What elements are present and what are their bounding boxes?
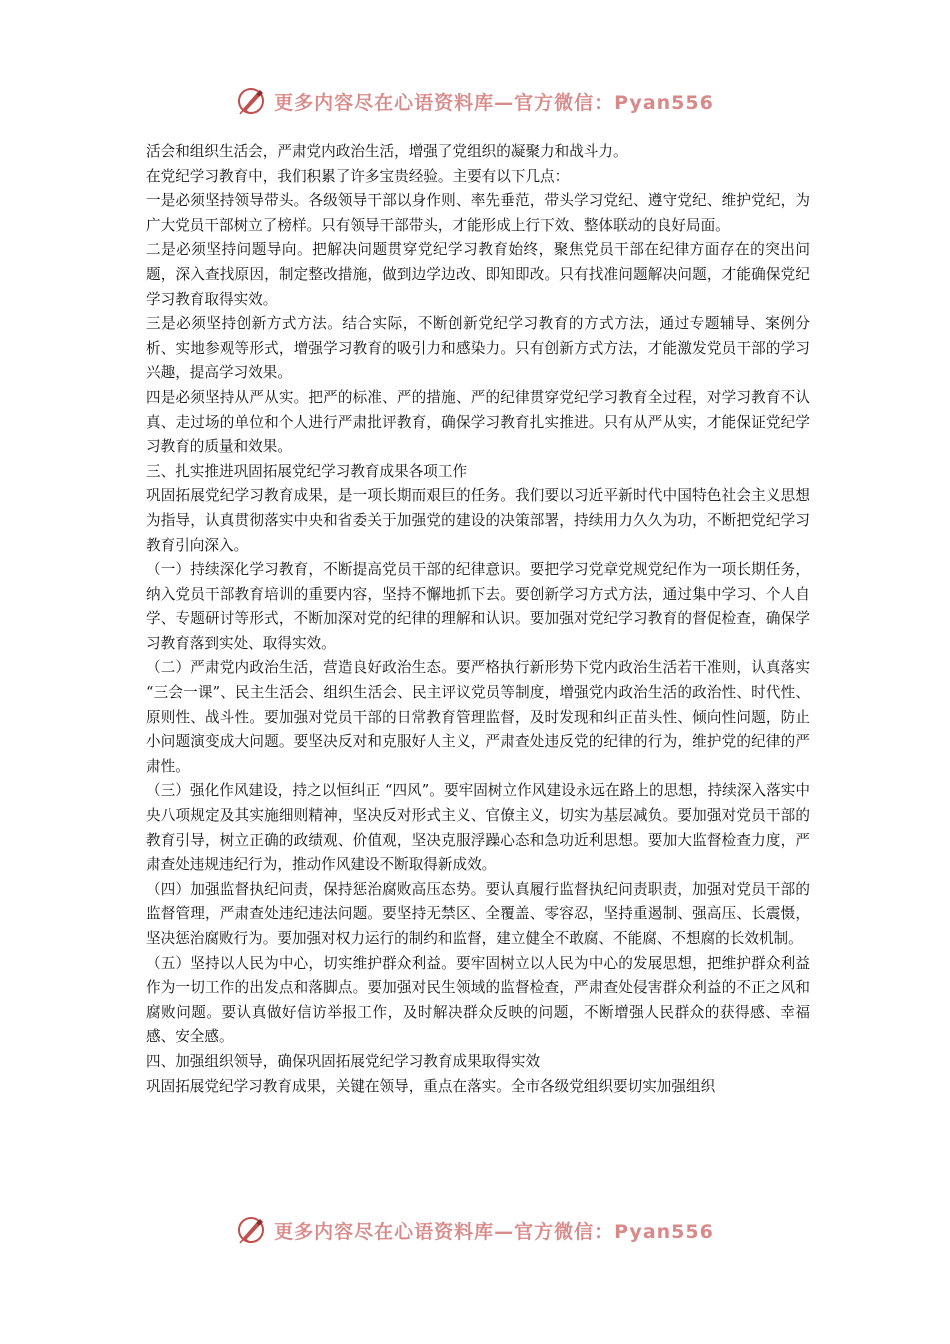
footer-watermark-banner bbox=[0, 1208, 950, 1252]
pen-logo-icon bbox=[236, 86, 266, 116]
paragraph: 活会和组织生活会，严肃党内政治生活，增强了党组织的凝聚力和战斗力。 bbox=[146, 143, 628, 160]
pen-logo-icon bbox=[236, 1215, 266, 1245]
paragraph: 一是必须坚持领导带头。各级领导干部以身作则、率先垂范，带头学习党纪、遵守党纪、维护党纪，为广大党员干部树立了榜样。只有领导干部带头，才能形成上行下效、整体联动的良好局面。 bbox=[146, 192, 810, 234]
paragraph: （三）强化作风建设，持之以恒纠正 “四风”。要牢固树立作风建设永远在路上的思想，持续深入落实中央八项规定及其实施细则精神，坚决反对形式主义、官僚主义，切实为基层减负。要加强对党员干部的教育引导，树立正确的政绩观、价值观，坚决克服浮躁心态和急功近利思想。要加大监督检查力度，严肃查处违规违纪行为，推动作风建设不断取得新成效。 bbox=[146, 782, 810, 874]
paragraph: 巩固拓展党纪学习教育成果，关键在领导，重点在落实。全市各级党组织要切实加强组织 bbox=[146, 1077, 716, 1095]
paragraph: （四）加强监督执纪问责，保持惩治腐败高压态势。要认真履行监督执纪问责职责，加强对党员干部的监督管理，严肃查处违纪违法问题。要坚持无禁区、全覆盖、零容忍，坚持重遏制、强高压、长震慑，坚决惩治腐败行为。要加强对权力运行的制约和监督，建立健全不敢腐、不能腐、不想腐的长效机制。 bbox=[146, 880, 810, 947]
paragraph: 二是必须坚持问题导向。把解决问题贯穿党纪学习教育始终，聚焦党员干部在纪律方面存在的突出问题，深入查找原因，制定整改措施，做到边学边改、即知即改。只有找准问题解决问题，才能确保党纪学习教育取得实效。 bbox=[146, 241, 810, 308]
section-heading: 三、扎实推进巩固拓展党纪学习教育成果各项工作 bbox=[146, 462, 468, 480]
paragraph: （一）持续深化学习教育，不断提高党员干部的纪律意识。要把学习党章党规党纪作为一项长期任务，纳入党员干部教育培训的重要内容，坚持不懈地抓下去。要创新学习方式方法，通过集中学习、个人自学、专题研讨等形式，不断加深对党的纪律的理解和认识。要加强对党纪学习教育的督促检查，确保学习教育落到实处、取得实效。 bbox=[146, 561, 810, 652]
paragraph: 在党纪学习教育中，我们积累了许多宝贵经验。主要有以下几点： bbox=[146, 167, 570, 185]
paragraph: 三是必须坚持创新方式方法。结合实际，不断创新党纪学习教育的方式方法，通过专题辅导、案例分析、实地参观等形式，增强学习教育的吸引力和感染力。只有创新方式方法，才能激发党员干部的学习兴趣，提高学习效果。 bbox=[146, 315, 810, 382]
paragraph: （五）坚持以人民为中心，切实维护群众利益。要牢固树立以人民为中心的发展思想，把维护群众利益作为一切工作的出发点和落脚点。要加强对民生领域的监督检查，严肃查处侵害群众利益的不正之风和腐败问题。要认真做好信访举报工作，及时解决群众反映的问题，不断增强人民群众的获得感、幸福感、安全感。 bbox=[146, 954, 810, 1046]
paragraph: 巩固拓展党纪学习教育成果，是一项长期而艰巨的任务。我们要以习近平新时代中国特色社会主义思想为指导，认真贯彻落实中央和省委关于加强党的建设的决策部署，持续用力久久为功，不断把党纪学习教育引向深入。 bbox=[146, 487, 810, 554]
paragraph: 四是必须坚持从严从实。把严的标准、严的措施、严的纪律贯穿党纪学习教育全过程，对学习教育不认真、走过场的单位和个人进行严肃批评教育，确保学习教育扎实推进。只有从严从实，才能保证党纪学习教育的质量和效果。 bbox=[146, 388, 810, 456]
section-heading: 四、加强组织领导，确保巩固拓展党纪学习教育成果取得实效 bbox=[146, 1052, 541, 1070]
paragraph: （二）严肃党内政治生活，营造良好政治生态。要严格执行新形势下党内政治生活若干准则，认真落实 “三会一课”、民主生活会、组织生活会、民主评议党员等制度，增强党内政治生活的政治性、时代性、原则性、战斗性。要加强对党员干部的日常教育管理监督，及时发现和纠正苗头性、倾向性问题，防止小问题演变成大问题。要坚决反对和克服好人主义，严肃查处违反党的纪律的行为，维护党的纪律的严肃性。 bbox=[146, 659, 810, 775]
document-body bbox=[146, 140, 810, 1099]
banner-text: 更多内容尽在心语资料库—官方微信：Pyan556 bbox=[274, 1220, 714, 1243]
header-watermark-banner bbox=[0, 79, 950, 123]
banner-text: 更多内容尽在心语资料库—官方微信：Pyan556 bbox=[274, 91, 714, 114]
